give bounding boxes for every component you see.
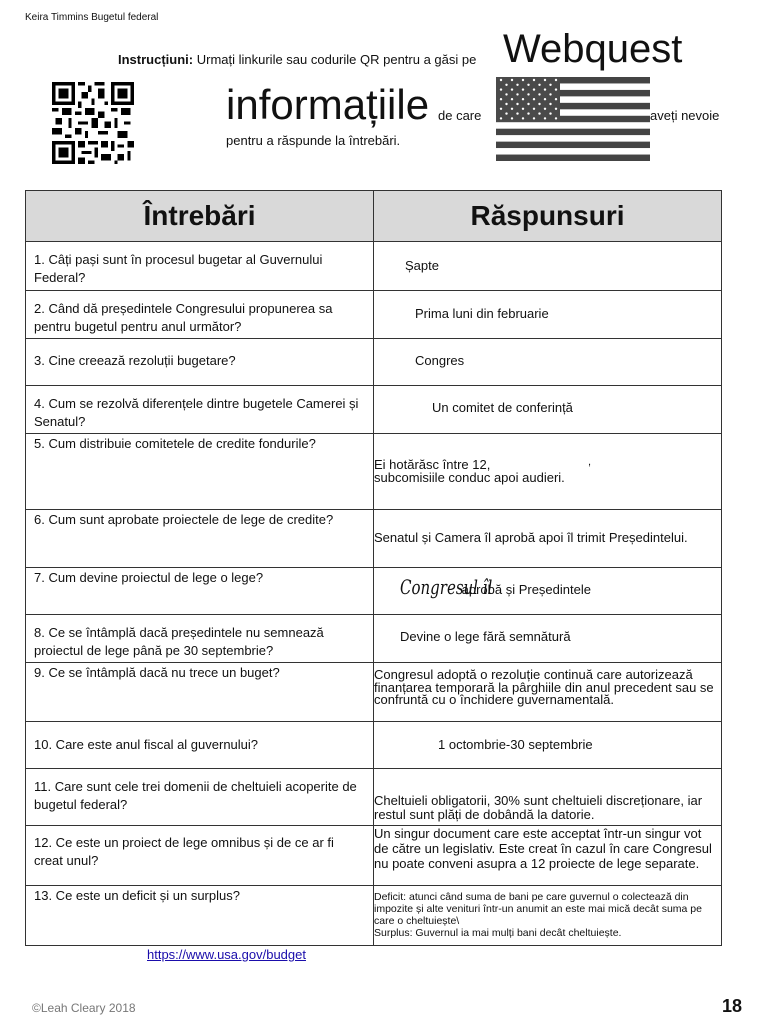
answers-header: Răspunsuri bbox=[374, 191, 722, 242]
answer-cell: Senatul și Camera îl aprobă apoi îl trimit Președintelui. bbox=[374, 530, 688, 545]
webquest-title: Webquest bbox=[503, 27, 683, 71]
question-cell: 10. Care este anul fiscal al guvernului? bbox=[34, 737, 259, 752]
aveti-text: aveți nevoie bbox=[650, 108, 720, 123]
question-cell: 13. Ce este un deficit și un surplus? bbox=[34, 888, 240, 903]
answer-cell: Un singur document care este acceptat într-un singur vot de către un legislativ. Este creat în cazul în care Congresul nu poate conveni asupra a 12 proiecte de lege separate. bbox=[374, 826, 712, 871]
answer-cell: Devine o lege fără semnătură bbox=[400, 629, 571, 644]
questions-header: Întrebări bbox=[26, 191, 374, 242]
copyright-footer: ©Leah Cleary 2018 bbox=[32, 1001, 136, 1015]
answer-line-1: Ei hotărăsc între 12, bbox=[374, 457, 491, 472]
answer-cell: Congresul adoptă o rezoluție continuă care autorizează finanțarea temporară la pârghiile din anul precedent sau se confruntă cu o închidere guvernamentală. bbox=[374, 667, 714, 707]
answer-cell bbox=[374, 568, 721, 599]
question-cell: 7. Cum devine proiectul de lege o lege? bbox=[34, 570, 264, 585]
question-cell: 2. Când dă președintele Congresului propunerea sa pentru bugetul pentru anul următor? bbox=[34, 301, 333, 334]
author-line: Keira Timmins Bugetul federal bbox=[25, 12, 159, 23]
pentru-text: pentru a răspunde la întrebări. bbox=[226, 133, 401, 148]
question-cell: 11. Care sunt cele trei domenii de cheltuieli acoperite de bugetul federal? bbox=[34, 779, 357, 812]
qr-code-icon[interactable] bbox=[52, 82, 134, 164]
answer-cell: 1 octombrie-30 septembrie bbox=[438, 737, 593, 752]
instructions-label: Instrucțiuni: bbox=[118, 52, 194, 67]
question-cell: 3. Cine creează rezoluții bugetare? bbox=[34, 353, 236, 368]
question-cell: 9. Ce se întâmplă dacă nu trece un buget? bbox=[34, 665, 280, 680]
us-flag-icon bbox=[496, 77, 650, 161]
answer-cell: Un comitet de conferință bbox=[432, 400, 573, 415]
answer-cell: Șapte bbox=[405, 258, 439, 273]
answer-cell: Congres bbox=[415, 353, 465, 368]
question-cell: 5. Cum distribuie comitetele de credite fondurile? bbox=[34, 436, 316, 451]
answer-cell: Prima luni din februarie bbox=[415, 306, 549, 321]
answer-cell: Cheltuieli obligatorii, 30% sunt cheltuieli discreționare, iar restul sunt plăți de dobândă la datorie. bbox=[374, 793, 703, 822]
answer-surplus: Surplus: Guvernul ia mai mulți bani decât cheltuiește. bbox=[374, 927, 622, 939]
instructions-text: Urmați linkurile sau codurile QR pentru a găsi pe bbox=[193, 52, 477, 67]
informatiile-word: informațiile bbox=[226, 81, 430, 128]
de-care-text: de care bbox=[438, 108, 482, 123]
question-cell: 8. Ce se întâmplă dacă președintele nu semnează proiectul de lege până pe 30 septembrie? bbox=[34, 625, 324, 658]
budget-link[interactable]: https://www.usa.gov/budget bbox=[147, 947, 306, 962]
question-cell: 4. Cum se rezolvă diferențele dintre bugetele Camerei și Senatul? bbox=[34, 396, 359, 429]
questions-answers-table bbox=[25, 190, 722, 946]
question-cell: 12. Ce este un proiect de lege omnibus și de ce ar fi creat unul? bbox=[34, 835, 334, 868]
answer-rest: aprobă și Președintele bbox=[458, 582, 591, 597]
answer-deficit: Deficit: atunci când suma de bani pe care guvernul o colectează din impozite și alte venituri într-un anumit an este mai mică decât suma pe care o cheltuiește\ bbox=[374, 891, 702, 927]
instructions bbox=[118, 52, 476, 67]
answer-cell bbox=[374, 886, 721, 939]
page-number: 18 bbox=[722, 996, 743, 1016]
question-cell: 6. Cum sunt aprobate proiectele de lege de credite? bbox=[34, 512, 334, 527]
question-cell: 1. Câți pași sunt în procesul bugetar al Guvernului Federal? bbox=[34, 252, 323, 285]
answer-cursive: Congresul îl bbox=[400, 575, 493, 599]
answer-mark: , bbox=[588, 456, 592, 468]
answer-line-2: subcomisiile conduc apoi audieri. bbox=[374, 470, 565, 485]
answer-cell bbox=[374, 434, 721, 484]
